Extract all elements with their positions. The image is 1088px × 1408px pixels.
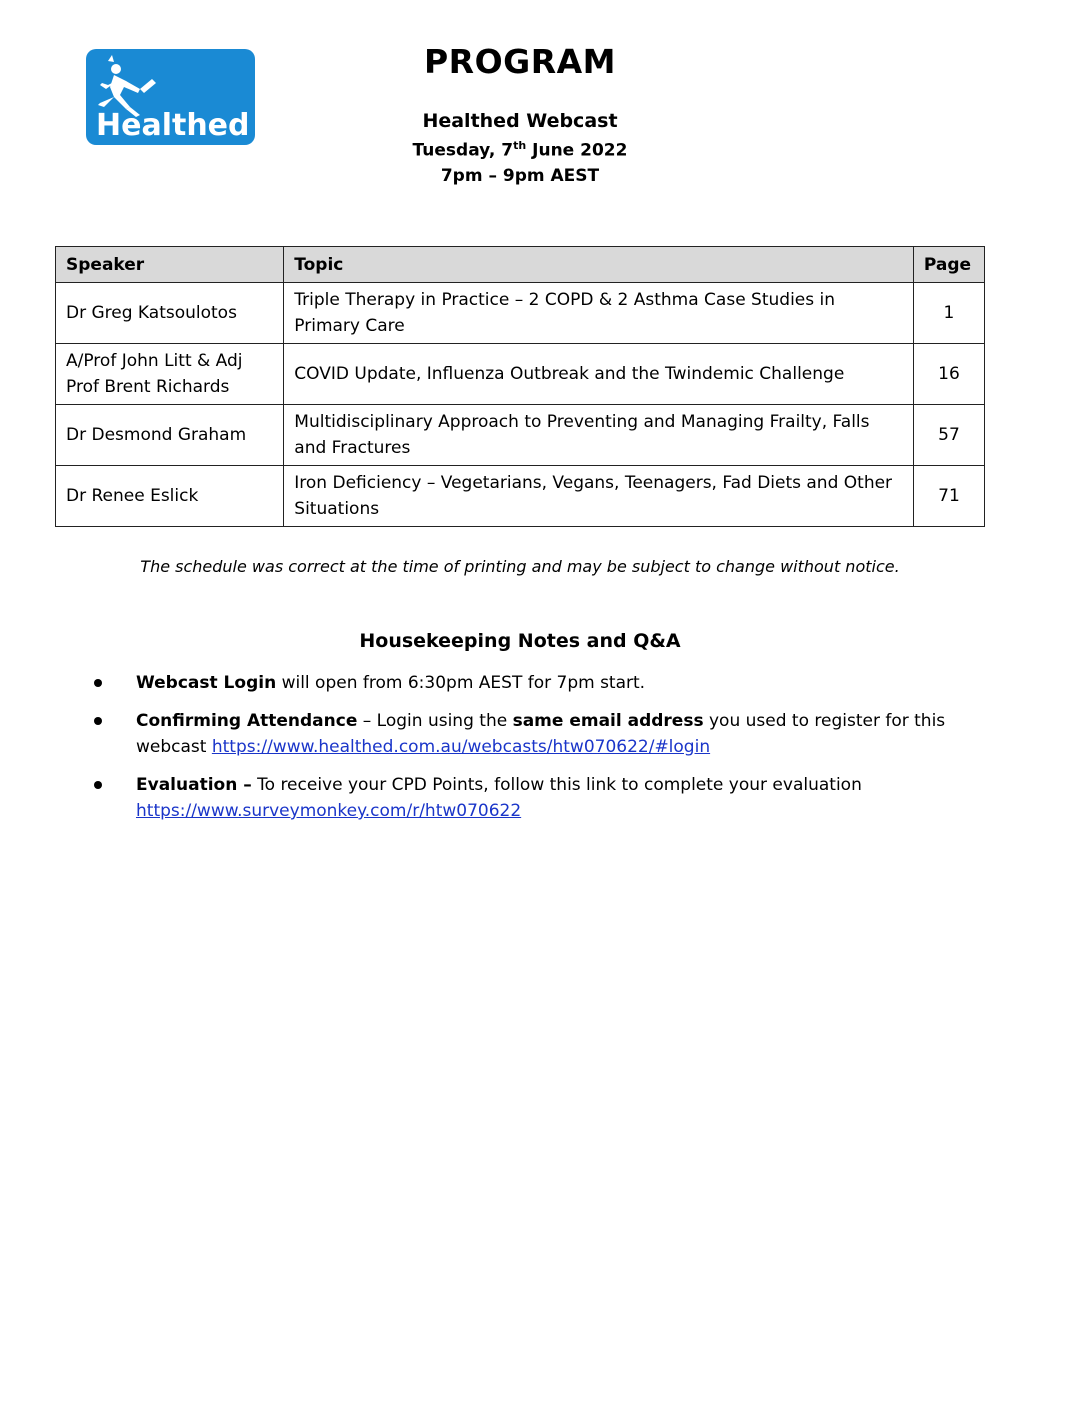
topic-cell: Iron Deficiency – Vegetarians, Vegans, Teenagers, Fad Diets and Other Situations: [284, 466, 914, 527]
header-topic: Topic: [284, 247, 914, 283]
evaluation-label: Evaluation –: [136, 775, 252, 795]
evaluation-survey-link[interactable]: https://www.surveymonkey.com/r/htw070622: [136, 801, 522, 821]
event-date: [0, 139, 1040, 161]
bullet-icon: [94, 781, 102, 789]
logo-text: Healthed: [96, 108, 250, 143]
date-suffix: June 2022: [526, 140, 628, 161]
speaker-cell: Dr Desmond Graham: [56, 405, 284, 466]
confirming-attendance-label: Confirming Attendance: [136, 711, 358, 731]
page-cell: 57: [913, 405, 984, 466]
list-item-webcast-login: [90, 670, 970, 696]
schedule-disclaimer: The schedule was correct at the time of printing and may be subject to change without notice.: [140, 557, 900, 576]
page-title: PROGRAM: [423, 42, 617, 81]
same-email-label: same email address: [512, 711, 704, 731]
topic-cell: Multidisciplinary Approach to Preventing and Managing Frailty, Falls and Fractures: [284, 405, 914, 466]
webcast-login-label: Webcast Login: [136, 673, 277, 693]
page-cell: 16: [913, 344, 984, 405]
list-item-evaluation: [90, 772, 970, 824]
speaker-cell: A/Prof John Litt & Adj Prof Brent Richards: [56, 344, 284, 405]
confirming-attendance-text: – Login using the: [357, 711, 513, 731]
webcast-login-link[interactable]: https://www.healthed.com.au/webcasts/htw070622/#login: [211, 737, 711, 757]
program-table: [55, 246, 985, 527]
speaker-cell: Dr Renee Eslick: [56, 466, 284, 527]
table-row: [56, 405, 985, 466]
date-prefix: Tuesday, 7: [412, 140, 514, 161]
table-header-row: [56, 247, 985, 283]
bullet-icon: [94, 717, 102, 725]
table-row: [56, 344, 985, 405]
page-cell: 71: [913, 466, 984, 527]
page-cell: 1: [913, 283, 984, 344]
speaker-cell: Dr Greg Katsoulotos: [56, 283, 284, 344]
date-ordinal: th: [513, 139, 527, 152]
topic-cell: COVID Update, Influenza Outbreak and the Twindemic Challenge: [284, 344, 914, 405]
header-page: Page: [913, 247, 984, 283]
evaluation-text: To receive your CPD Points, follow this link to complete your evaluation: [251, 775, 862, 795]
table-row: [56, 283, 985, 344]
header-speaker: Speaker: [56, 247, 284, 283]
list-item-confirming-attendance: [90, 708, 970, 760]
register-text: you used to register for this webcast: [136, 711, 946, 757]
event-time: 7pm – 9pm AEST: [440, 166, 600, 186]
webcast-login-text: will open from 6:30pm AEST for 7pm start.: [276, 673, 646, 693]
event-name: Healthed Webcast: [422, 110, 618, 132]
table-row: [56, 466, 985, 527]
topic-cell: Triple Therapy in Practice – 2 COPD & 2 Asthma Case Studies in Primary Care: [284, 283, 914, 344]
housekeeping-title: Housekeeping Notes and Q&A: [359, 630, 681, 652]
housekeeping-list: [90, 670, 970, 836]
bullet-icon: [94, 679, 102, 687]
